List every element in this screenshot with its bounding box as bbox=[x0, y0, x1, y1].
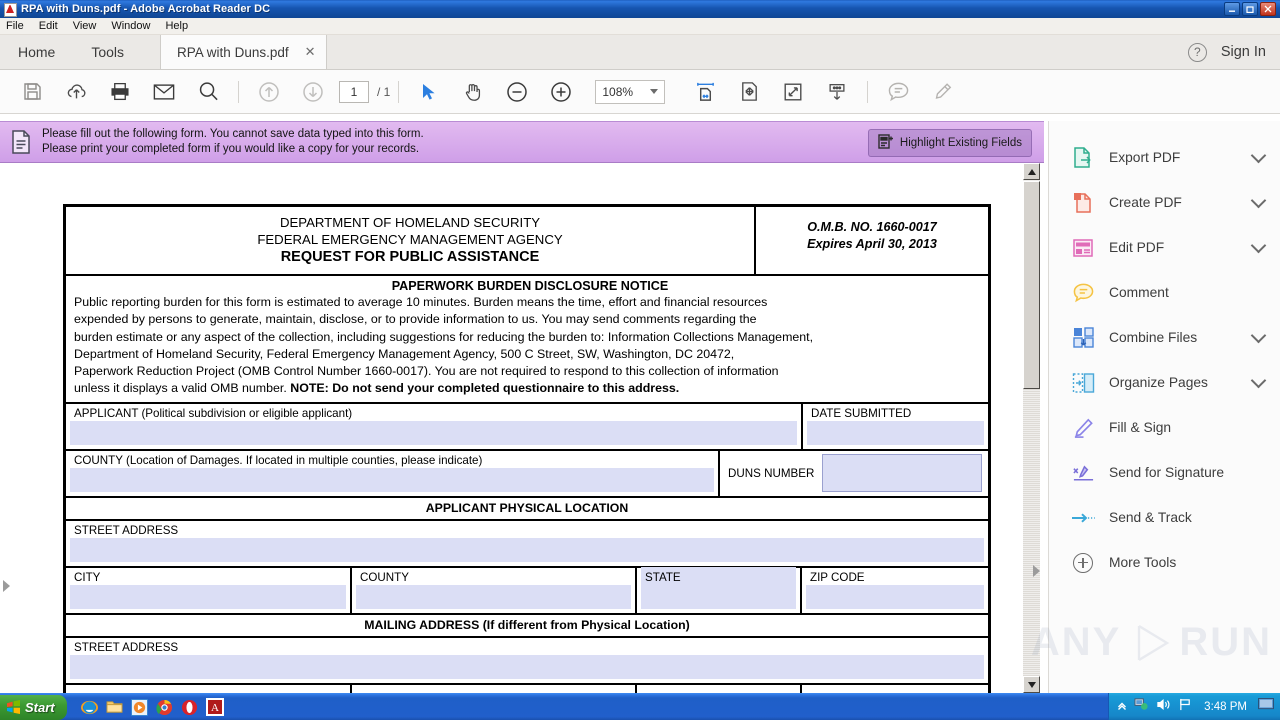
chevron-down-icon[interactable] bbox=[1251, 193, 1267, 209]
section-mailing-address-row bbox=[66, 615, 988, 638]
svg-text:A: A bbox=[210, 701, 219, 714]
edit-pdf-icon bbox=[1071, 236, 1095, 260]
highlight-existing-fields-button[interactable] bbox=[868, 129, 1032, 157]
flag-icon[interactable] bbox=[1178, 698, 1193, 716]
tool-edit-pdf-label: Edit PDF bbox=[1109, 240, 1165, 255]
menu-item-window[interactable]: Window bbox=[111, 20, 151, 32]
fema-form bbox=[63, 204, 991, 693]
tool-export-pdf-label: Export PDF bbox=[1109, 150, 1181, 165]
window-title: RPA with Duns.pdf - Adobe Acrobat Reader DC bbox=[21, 3, 271, 15]
county-label: COUNTY bbox=[360, 570, 409, 584]
state-cell bbox=[637, 568, 802, 613]
omb-number: O.M.B. NO. 1660-0017 bbox=[807, 220, 937, 234]
tool-send-track-label: Send & Track bbox=[1109, 510, 1192, 525]
tool-organize-pages-label: Organize Pages bbox=[1109, 375, 1208, 390]
menu-item-help[interactable]: Help bbox=[165, 20, 189, 32]
page-up-icon[interactable] bbox=[247, 70, 291, 114]
select-cursor-icon[interactable] bbox=[407, 70, 451, 114]
tool-more-tools-label: More Tools bbox=[1109, 555, 1177, 570]
menu-item-view[interactable]: View bbox=[72, 20, 97, 32]
zoom-out-icon[interactable] bbox=[495, 70, 539, 114]
county-damages-input[interactable] bbox=[70, 468, 714, 492]
tool-comment[interactable] bbox=[1049, 270, 1280, 315]
duns-cell bbox=[720, 451, 988, 496]
start-button[interactable] bbox=[0, 695, 67, 720]
date-submitted-label: DATE SUBMITTED bbox=[811, 406, 912, 420]
start-label: Start bbox=[25, 699, 55, 715]
burden-title: PAPERWORK BURDEN DISCLOSURE NOTICE bbox=[391, 279, 669, 293]
mailing-street-input[interactable] bbox=[70, 655, 984, 679]
tool-more-tools[interactable] bbox=[1049, 540, 1280, 585]
burden-line-6 bbox=[74, 380, 986, 397]
hand-tool-icon[interactable] bbox=[451, 70, 495, 114]
menu-item-edit[interactable]: Edit bbox=[38, 20, 58, 32]
comment-icon[interactable] bbox=[876, 70, 920, 114]
opera-icon[interactable] bbox=[181, 699, 197, 715]
taskbar bbox=[0, 693, 1280, 720]
chevron-down-icon[interactable] bbox=[1251, 238, 1267, 254]
search-icon[interactable] bbox=[186, 70, 230, 114]
menu-bar bbox=[0, 18, 1280, 35]
watermark-text-right: RUN bbox=[1179, 620, 1272, 664]
file-explorer-icon[interactable] bbox=[106, 699, 122, 715]
city-county-state-zip-row bbox=[66, 568, 988, 615]
highlight-existing-fields-label: Highlight Existing Fields bbox=[899, 137, 1022, 149]
zoom-level-value: 108% bbox=[602, 84, 634, 99]
chrome-icon[interactable] bbox=[156, 699, 172, 715]
scroll-up-icon[interactable] bbox=[1023, 163, 1040, 180]
upload-cloud-icon[interactable] bbox=[54, 70, 98, 114]
send-signature-icon bbox=[1071, 461, 1095, 485]
email-icon[interactable] bbox=[142, 70, 186, 114]
burden-line-1: Public reporting burden for this form is estimated to average 10 minutes. Burden means the time, effort and financial resources bbox=[74, 295, 768, 309]
tool-organize-pages[interactable] bbox=[1049, 360, 1280, 405]
acrobat-header bbox=[0, 35, 1280, 70]
tool-create-pdf-label: Create PDF bbox=[1109, 195, 1182, 210]
burden-notice-row bbox=[66, 276, 988, 404]
fit-page-icon[interactable] bbox=[727, 70, 771, 114]
help-icon[interactable]: ? bbox=[1188, 43, 1207, 62]
physical-street-input[interactable] bbox=[70, 538, 984, 562]
document-tab-label: RPA with Duns.pdf bbox=[177, 44, 289, 60]
date-submitted-cell bbox=[803, 404, 988, 449]
save-icon[interactable] bbox=[10, 70, 54, 114]
notice-line-1: Please fill out the following form. You cannot save data typed into this form. bbox=[42, 128, 424, 140]
restore-button[interactable] bbox=[1242, 2, 1258, 16]
scrollbar-thumb[interactable] bbox=[1023, 181, 1040, 389]
zip-code-cell bbox=[802, 568, 988, 613]
mailing-zip-cell bbox=[802, 685, 988, 693]
watermark-text-left: ANY bbox=[1030, 620, 1122, 664]
document-tab[interactable] bbox=[160, 35, 326, 69]
document-scrollbar[interactable] bbox=[1023, 163, 1040, 693]
tool-send-track[interactable] bbox=[1049, 495, 1280, 540]
date-submitted-input[interactable] bbox=[807, 421, 984, 445]
scroll-down-icon[interactable] bbox=[1023, 676, 1040, 693]
tool-fill-sign-label: Fill & Sign bbox=[1109, 420, 1172, 435]
fullscreen-icon[interactable] bbox=[771, 70, 815, 114]
send-track-icon bbox=[1071, 506, 1095, 530]
combine-files-icon bbox=[1071, 326, 1095, 350]
tool-combine-files-label: Combine Files bbox=[1109, 330, 1198, 345]
play-logo-icon bbox=[1127, 621, 1173, 665]
agency-line-2: FEDERAL EMERGENCY MANAGEMENT AGENCY bbox=[257, 232, 563, 247]
toolbar bbox=[0, 70, 1280, 114]
more-tools-icon bbox=[1071, 551, 1095, 575]
home-button[interactable]: Home bbox=[18, 44, 56, 60]
left-panel-expand-button[interactable] bbox=[0, 577, 13, 595]
duns-number-input[interactable] bbox=[822, 454, 982, 492]
page-total-label: / 1 bbox=[377, 84, 391, 99]
mailing-city-row-partial bbox=[66, 685, 988, 693]
burden-line-6-text: unless it displays a valid OMB number. bbox=[74, 381, 291, 396]
mailing-street-label: STREET ADDRESS bbox=[74, 640, 179, 654]
chevron-down-icon[interactable] bbox=[1251, 148, 1267, 164]
mailing-street-row bbox=[66, 638, 988, 685]
form-notification-bar bbox=[0, 121, 1044, 163]
tool-export-pdf[interactable] bbox=[1049, 135, 1280, 180]
system-tray bbox=[1108, 693, 1280, 720]
applicant-label: APPLICANT (Political subdivision or eligible applicant) bbox=[74, 406, 353, 420]
city-label: CITY bbox=[74, 570, 101, 584]
burden-line-2: expended by persons to generate, maintain, disclose, or to provide information to us. You may send comments regarding the bbox=[74, 312, 757, 327]
export-pdf-icon bbox=[1071, 146, 1095, 170]
burden-line-4: Department of Homeland Security, Federal Emergency Management Agency, 500 C Street, SW, Washington, DC 20472, bbox=[74, 346, 735, 361]
show-desktop-icon[interactable] bbox=[1258, 698, 1274, 716]
anyrun-watermark bbox=[1031, 620, 1272, 665]
print-icon[interactable] bbox=[98, 70, 142, 114]
city-input[interactable] bbox=[70, 585, 346, 609]
acrobat-document-icon bbox=[3, 2, 17, 16]
tool-combine-files[interactable] bbox=[1049, 315, 1280, 360]
windows-flag-icon bbox=[6, 700, 21, 714]
form-agency-block bbox=[66, 207, 756, 274]
zoom-in-icon[interactable] bbox=[539, 70, 583, 114]
burden-line-3: burden estimate or any aspect of the collection, including suggestions for reducing the burden to: Information Collections Management, bbox=[74, 329, 814, 344]
tool-comment-label: Comment bbox=[1109, 285, 1169, 300]
city-cell bbox=[66, 568, 352, 613]
county-duns-row bbox=[66, 451, 988, 498]
network-icon[interactable] bbox=[1134, 697, 1149, 716]
comment-icon bbox=[1071, 281, 1095, 305]
applicant-input[interactable] bbox=[70, 421, 797, 445]
tool-fill-sign[interactable] bbox=[1049, 405, 1280, 450]
zip-code-label: ZIP CODE bbox=[810, 570, 865, 584]
county-damages-cell bbox=[66, 451, 720, 496]
applicant-cell bbox=[66, 404, 803, 449]
fit-width-icon[interactable] bbox=[683, 70, 727, 114]
chevron-down-icon[interactable] bbox=[1251, 373, 1267, 389]
burden-note: NOTE: Do not send your completed questionnaire to this address. bbox=[290, 381, 680, 396]
form-document-icon bbox=[10, 129, 32, 155]
applicant-row bbox=[66, 404, 988, 451]
mailing-city-cell bbox=[66, 685, 352, 693]
close-button[interactable] bbox=[1260, 2, 1276, 16]
highlight-pen-icon[interactable] bbox=[920, 70, 964, 114]
acrobat-reader-icon[interactable] bbox=[206, 698, 224, 716]
internet-explorer-icon[interactable] bbox=[81, 699, 97, 715]
title-bar bbox=[0, 0, 1280, 18]
create-pdf-icon bbox=[1071, 191, 1095, 215]
physical-street-label: STREET ADDRESS bbox=[74, 523, 179, 537]
county-cell bbox=[352, 568, 637, 613]
document-viewport[interactable] bbox=[0, 163, 1044, 693]
clock[interactable]: 3:48 PM bbox=[1204, 700, 1247, 713]
scroll-page-icon[interactable] bbox=[815, 70, 859, 114]
omb-block bbox=[756, 207, 988, 274]
section-physical-location-label: APPLICANT PHYSICAL LOCATION bbox=[425, 500, 629, 515]
zoom-level-select[interactable] bbox=[595, 80, 665, 104]
minimize-button[interactable] bbox=[1224, 2, 1240, 16]
physical-street-cell bbox=[66, 521, 988, 566]
duns-number-label: DUNS NUMBER bbox=[728, 466, 815, 480]
section-mailing-address-label: MAILING ADDRESS (If different from Physical Location) bbox=[364, 617, 690, 632]
chevron-up-icon[interactable] bbox=[1117, 698, 1127, 716]
tool-edit-pdf[interactable] bbox=[1049, 225, 1280, 270]
mailing-street-cell bbox=[66, 638, 988, 683]
organize-pages-icon bbox=[1071, 371, 1095, 395]
agency-line-1: DEPARTMENT OF HOMELAND SECURITY bbox=[279, 215, 541, 230]
omb-expires: Expires April 30, 2013 bbox=[807, 237, 937, 251]
mailing-county-cell bbox=[352, 685, 637, 693]
page-down-icon[interactable] bbox=[291, 70, 335, 114]
zip-code-input[interactable] bbox=[806, 585, 984, 609]
right-panel-collapse-button[interactable] bbox=[1031, 562, 1044, 580]
burden-line-5: Paperwork Reduction Project (OMB Control Number 1660-0017). You are not required to respond to this collection of information bbox=[74, 364, 779, 379]
tool-send-for-signature[interactable] bbox=[1049, 450, 1280, 495]
media-player-icon[interactable] bbox=[131, 699, 147, 715]
tool-create-pdf[interactable] bbox=[1049, 180, 1280, 225]
tool-send-for-signature-label: Send for Signature bbox=[1109, 465, 1225, 480]
tools-panel bbox=[1030, 121, 1280, 693]
menu-item-file[interactable]: File bbox=[6, 20, 24, 32]
section-physical-location-row bbox=[66, 498, 988, 521]
state-label: STATE bbox=[645, 570, 681, 584]
tools-button[interactable]: Tools bbox=[91, 44, 125, 60]
physical-street-row bbox=[66, 521, 988, 568]
volume-icon[interactable] bbox=[1156, 698, 1171, 716]
highlight-fields-icon bbox=[878, 133, 894, 153]
mailing-state-cell bbox=[637, 685, 802, 693]
close-icon[interactable]: ✕ bbox=[304, 44, 316, 59]
chevron-down-icon[interactable] bbox=[1251, 328, 1267, 344]
form-header-row bbox=[66, 207, 988, 276]
page-number-input[interactable]: 1 bbox=[339, 81, 369, 103]
fill-sign-icon bbox=[1071, 416, 1095, 440]
chevron-down-icon bbox=[650, 89, 658, 94]
quick-launch-bar bbox=[67, 698, 224, 716]
form-title: REQUEST FOR PUBLIC ASSISTANCE bbox=[280, 249, 540, 265]
county-input[interactable] bbox=[356, 585, 631, 609]
county-damages-label: COUNTY (Location of Damages. If located in multiple counties, please indicate) bbox=[74, 453, 483, 467]
sign-in-button[interactable]: Sign In bbox=[1220, 44, 1266, 60]
notice-line-2: Please print your completed form if you would like a copy for your records. bbox=[42, 143, 420, 155]
